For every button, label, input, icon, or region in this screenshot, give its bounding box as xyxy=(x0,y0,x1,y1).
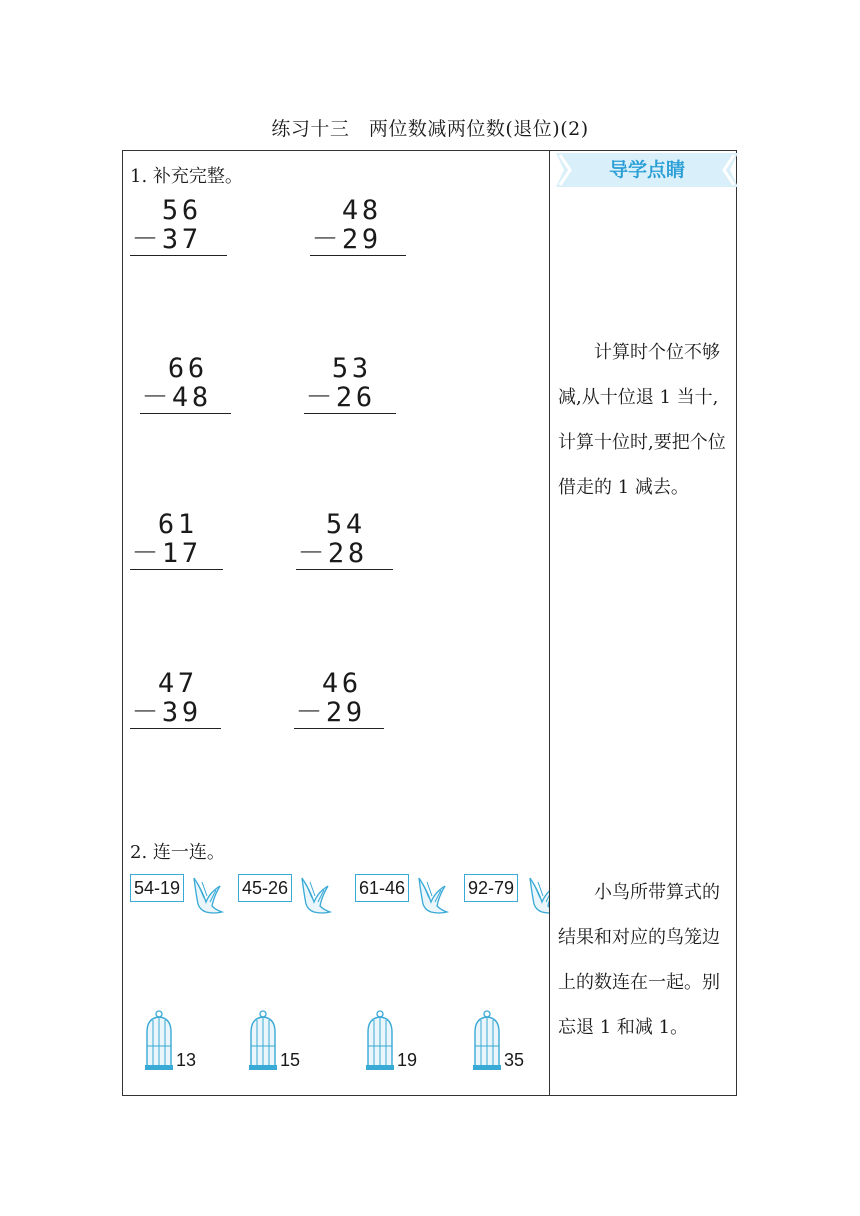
answer-line xyxy=(294,728,384,729)
bird-icon xyxy=(526,872,549,914)
minuend-digit: 1 xyxy=(177,509,195,540)
bird-expression: 45-26 xyxy=(238,874,292,902)
subtraction-problem xyxy=(130,510,223,570)
cage-target[interactable] xyxy=(363,1010,433,1074)
minuend-digit: 4 xyxy=(341,195,359,226)
answer-line xyxy=(130,255,227,256)
minuend-digit: 6 xyxy=(157,509,175,540)
minuend-digit: 6 xyxy=(181,195,199,226)
subtrahend-digit: 2 xyxy=(327,538,345,569)
minuend-row xyxy=(140,354,231,383)
minus-sign: － xyxy=(295,697,323,728)
subtrahend-row xyxy=(310,225,406,254)
subtrahend-digit: 8 xyxy=(347,538,365,569)
guide-banner xyxy=(556,153,738,187)
birdcage-icon xyxy=(142,1010,176,1072)
minus-sign: － xyxy=(305,382,333,413)
subtrahend-row xyxy=(130,698,221,727)
minuend-row xyxy=(304,354,396,383)
page-title: 练习十三 两位数减两位数(退位)(2) xyxy=(271,118,589,140)
bird-card[interactable] xyxy=(355,872,455,914)
subtrahend-row xyxy=(130,539,223,568)
question-1-label: 1. 补充完整。 xyxy=(130,166,243,187)
subtrahend-digit: 8 xyxy=(191,382,209,413)
subtrahend-row xyxy=(294,698,384,727)
question-2-label: 2. 连一连。 xyxy=(130,842,225,863)
bird-icon xyxy=(415,872,449,916)
minuend-digit: 7 xyxy=(177,668,195,699)
cage-number: 35 xyxy=(504,1050,525,1070)
cage-number: 13 xyxy=(176,1050,197,1070)
subtraction-problem xyxy=(294,669,384,729)
subtrahend-row xyxy=(140,383,231,412)
minuend-row xyxy=(310,196,406,225)
minuend-digit: 8 xyxy=(361,195,379,226)
minuend-digit: 5 xyxy=(161,195,179,226)
cage-target[interactable] xyxy=(246,1010,316,1074)
subtraction-problem xyxy=(310,196,406,256)
minuend-digit: 4 xyxy=(157,668,175,699)
bird-icon xyxy=(190,872,224,916)
cage-target[interactable] xyxy=(470,1010,540,1074)
subtrahend-digit: 1 xyxy=(161,538,179,569)
subtraction-problem xyxy=(296,510,393,570)
subtraction-problem xyxy=(130,669,221,729)
minuend-row xyxy=(130,196,227,225)
subtrahend-digit: 9 xyxy=(345,697,363,728)
subtrahend-digit: 3 xyxy=(161,224,179,255)
answer-line xyxy=(304,413,396,414)
minuend-row xyxy=(296,510,393,539)
bird-expression: 61-46 xyxy=(355,874,409,902)
birdcage-icon xyxy=(363,1010,397,1072)
cage-number: 19 xyxy=(397,1050,418,1070)
subtrahend-digit: 6 xyxy=(355,382,373,413)
bird-expression: 54-19 xyxy=(130,874,184,902)
minuend-digit: 3 xyxy=(351,353,369,384)
minuend-digit: 4 xyxy=(321,668,339,699)
minuend-digit: 6 xyxy=(341,668,359,699)
subtrahend-digit: 7 xyxy=(181,538,199,569)
subtrahend-row xyxy=(304,383,396,412)
minus-sign: － xyxy=(131,224,159,255)
minus-sign: － xyxy=(311,224,339,255)
answer-line xyxy=(130,569,223,570)
subtraction-problem xyxy=(140,354,231,414)
minus-sign: － xyxy=(141,382,169,413)
subtrahend-digit: 2 xyxy=(341,224,359,255)
subtrahend-digit: 7 xyxy=(181,224,199,255)
subtrahend-digit: 9 xyxy=(181,697,199,728)
subtrahend-digit: 2 xyxy=(325,697,343,728)
subtrahend-row xyxy=(296,539,393,568)
guide-tip-1: 计算时个位不够减,从十位退 1 当十,计算十位时,要把个位借走的 1 减去。 xyxy=(558,342,726,498)
guide-banner-title: 导学点睛 xyxy=(608,159,685,181)
bird-card[interactable] xyxy=(464,872,549,914)
minuend-digit: 5 xyxy=(325,509,343,540)
minuend-digit: 6 xyxy=(167,353,185,384)
cage-number: 15 xyxy=(280,1050,301,1070)
minuend-digit: 5 xyxy=(331,353,349,384)
column-divider xyxy=(549,150,550,1096)
subtraction-problem xyxy=(304,354,396,414)
minuend-digit: 4 xyxy=(345,509,363,540)
cage-target[interactable] xyxy=(142,1010,212,1074)
subtrahend-digit: 4 xyxy=(171,382,189,413)
answer-line xyxy=(130,728,221,729)
subtrahend-digit: 3 xyxy=(161,697,179,728)
minus-sign: － xyxy=(131,697,159,728)
minuend-digit: 6 xyxy=(187,353,205,384)
birdcage-icon xyxy=(246,1010,280,1072)
minus-sign: － xyxy=(297,538,325,569)
minuend-row xyxy=(294,669,384,698)
bird-expression: 92-79 xyxy=(464,874,518,902)
birdcage-icon xyxy=(470,1010,504,1072)
bird-card[interactable] xyxy=(238,872,338,914)
minuend-row xyxy=(130,510,223,539)
minus-sign: － xyxy=(131,538,159,569)
subtraction-problem xyxy=(130,196,227,256)
answer-line xyxy=(296,569,393,570)
guide-tip-2: 小鸟所带算式的结果和对应的鸟笼边上的数连在一起。别忘退 1 和减 1。 xyxy=(558,882,720,1038)
subtrahend-digit: 2 xyxy=(335,382,353,413)
answer-line xyxy=(140,413,231,414)
subtrahend-digit: 9 xyxy=(361,224,379,255)
minuend-row xyxy=(130,669,221,698)
subtrahend-row xyxy=(130,225,227,254)
bird-icon xyxy=(298,872,332,916)
answer-line xyxy=(310,255,406,256)
bird-card[interactable] xyxy=(130,872,230,914)
